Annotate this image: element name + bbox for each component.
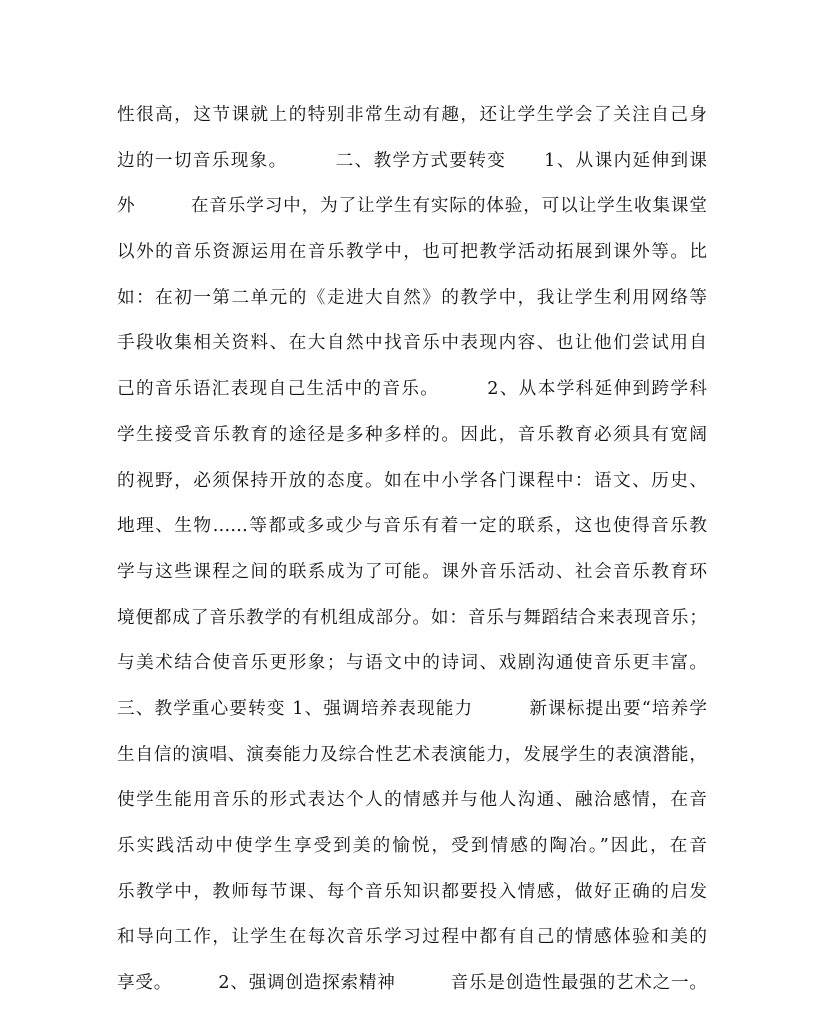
text-line: 享受。 2、强调创造探索精神 音乐是创造性最强的艺术之一。 xyxy=(117,973,707,994)
text-line: 和导向工作，让学生在每次音乐学习过程中都有自己的情感体验和美的 xyxy=(117,927,707,948)
text-line: 外 在音乐学习中，为了让学生有实际的体验，可以让学生收集课堂 xyxy=(117,196,707,217)
text-line: 乐实践活动中使学生享受到美的愉悦，受到情感的陶冶。”因此，在音 xyxy=(117,836,707,856)
text-line: 使学生能用音乐的形式表达个人的情感并与他人沟通、融洽感情，在音 xyxy=(117,790,707,811)
text-line: 地理、生物……等都或多或少与音乐有着一定的联系，这也使得音乐教 xyxy=(117,516,707,537)
text-line: 学与这些课程之间的联系成为了可能。课外音乐活动、社会音乐教育环 xyxy=(117,561,707,582)
text-line: 如：在初一第二单元的《走进大自然》的教学中，我让学生利用网络等 xyxy=(117,287,707,308)
text-line: 学生接受音乐教育的途径是多种多样的。因此，音乐教育必须具有宽阔 xyxy=(117,424,707,445)
text-line: 的视野，必须保持开放的态度。如在中小学各门课程中：语文、历史、 xyxy=(117,470,707,491)
text-line: 手段收集相关资料、在大自然中找音乐中表现内容、也让他们尝试用自 xyxy=(117,333,707,354)
text-line: 己的音乐语汇表现自己生活中的音乐。 2、从本学科延伸到跨学科 xyxy=(117,379,707,400)
text-line: 生自信的演唱、演奏能力及综合性艺术表演能力，发展学生的表演潜能， xyxy=(117,744,707,765)
text-line: 边的一切音乐现象。 二、教学方式要转变 1、从课内延伸到课 xyxy=(117,150,707,171)
text-line: 三、教学重心要转变 1、强调培养表现能力 新课标提出要“培养学 xyxy=(117,698,707,719)
text-line: 性很高，这节课就上的特别非常生动有趣，还让学生学会了关注自己身 xyxy=(117,105,707,125)
text-line: 与美术结合使音乐更形象；与语文中的诗词、戏剧沟通使音乐更丰富。 xyxy=(117,653,707,674)
text-line: 乐教学中，教师每节课、每个音乐知识都要投入情感，做好正确的启发 xyxy=(117,881,707,902)
text-line: 以外的音乐资源运用在音乐教学中，也可把教学活动拓展到课外等。比 xyxy=(117,242,707,263)
text-line: 境便都成了音乐教学的有机组成部分。如：音乐与舞蹈结合来表现音乐； xyxy=(117,607,707,628)
document-body xyxy=(117,103,707,1017)
